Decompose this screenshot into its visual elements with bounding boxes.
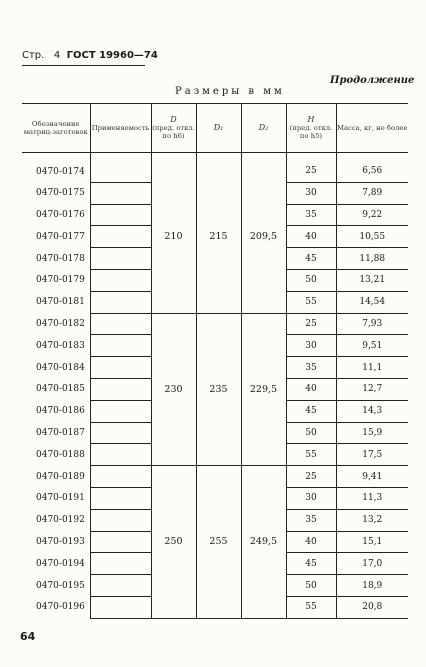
applicability-cell (90, 204, 151, 226)
applicability-cell (90, 553, 151, 575)
col-D-note: (пред. откл. по h6) (152, 124, 195, 140)
H-value: 40 (286, 378, 336, 400)
mass-value: 11,3 (336, 487, 408, 509)
H-value: 35 (286, 204, 336, 226)
H-value: 35 (286, 509, 336, 531)
applicability-cell (90, 575, 151, 597)
applicability-cell (90, 161, 151, 182)
mass-value: 17,0 (336, 553, 408, 575)
designation-cell: 0470-0192 (36, 515, 85, 526)
designation-cell: 0470-0175 (36, 188, 85, 199)
mass-value: 18,9 (336, 575, 408, 597)
designation-cell: 0470-0187 (36, 427, 85, 438)
H-value: 25 (286, 466, 336, 488)
H-value: 30 (286, 487, 336, 509)
table-header-row (22, 104, 408, 153)
designation-cell: 0470-0189 (36, 471, 85, 482)
col-H-symbol: H (307, 115, 315, 124)
H-value: 50 (286, 575, 336, 597)
mass-value: 7,89 (336, 182, 408, 204)
H-value: 45 (286, 400, 336, 422)
designation-cell: 0470-0194 (36, 558, 85, 569)
applicability-cell (90, 466, 151, 488)
mass-value: 12,7 (336, 378, 408, 400)
mass-value: 13,2 (336, 509, 408, 531)
mass-value: 10,55 (336, 226, 408, 248)
col-D2: D₂ (241, 104, 286, 153)
col-H (286, 104, 336, 153)
D1-value: 255 (196, 466, 241, 619)
designation-cell: 0470-0178 (36, 253, 85, 264)
designation-cell: 0470-0193 (36, 536, 85, 547)
applicability-cell (90, 248, 151, 270)
H-value: 45 (286, 553, 336, 575)
applicability-cell (90, 444, 151, 466)
mass-value: 14,3 (336, 400, 408, 422)
H-value: 25 (286, 313, 336, 335)
mass-value: 9,51 (336, 335, 408, 357)
H-value: 55 (286, 596, 336, 618)
D1-value: 235 (196, 313, 241, 466)
designation-cell: 0470-0179 (36, 275, 85, 286)
D-value: 230 (151, 313, 196, 466)
H-value: 50 (286, 269, 336, 291)
designation-cell: 0470-0182 (36, 318, 85, 329)
applicability-cell (90, 182, 151, 204)
D2-value: 209,5 (241, 161, 286, 313)
mass-value: 9,41 (336, 466, 408, 488)
designation-cell: 0470-0186 (36, 406, 85, 417)
H-value: 35 (286, 357, 336, 379)
mass-value: 15,9 (336, 422, 408, 444)
D2-value: 249,5 (241, 466, 286, 619)
mass-value: 17,5 (336, 444, 408, 466)
page-label: Стр. (22, 50, 45, 61)
designation-cell: 0470-0184 (36, 362, 85, 373)
designation-cell: 0470-0183 (36, 340, 85, 351)
dimensions-table (22, 103, 408, 619)
applicability-cell (90, 291, 151, 313)
page-number: 64 (20, 630, 36, 643)
H-value: 45 (286, 248, 336, 270)
designation-cell: 0470-0195 (36, 580, 85, 591)
col-mass: Масса, кг, не более (336, 104, 408, 153)
D-value: 250 (151, 466, 196, 619)
applicability-cell (90, 335, 151, 357)
H-value: 55 (286, 291, 336, 313)
mass-value: 6,56 (336, 161, 408, 182)
H-value: 30 (286, 335, 336, 357)
applicability-cell (90, 596, 151, 618)
table-body (22, 161, 408, 618)
mass-value: 9,22 (336, 204, 408, 226)
applicability-cell (90, 487, 151, 509)
header-gap (22, 153, 408, 162)
col-D1: D₁ (196, 104, 241, 153)
header-rule (22, 65, 145, 66)
col-H-note: (пред. откл. по h5) (289, 124, 333, 140)
applicability-cell (90, 313, 151, 335)
D1-value: 215 (196, 161, 241, 313)
col-D (151, 104, 196, 153)
applicability-cell (90, 509, 151, 531)
designation-cell: 0470-0185 (36, 384, 85, 395)
designation-cell: 0470-0196 (36, 602, 85, 613)
mass-value: 15,1 (336, 531, 408, 553)
designation-cell: 0470-0177 (36, 231, 85, 242)
mass-value: 14,54 (336, 291, 408, 313)
D2-value: 229,5 (241, 313, 286, 466)
table-row (22, 161, 408, 182)
mass-value: 11,1 (336, 357, 408, 379)
col-designation: Обозначение матриц-заготовок (22, 104, 90, 153)
H-value: 55 (286, 444, 336, 466)
applicability-cell (90, 400, 151, 422)
applicability-cell (90, 378, 151, 400)
D-value: 210 (151, 161, 196, 313)
col-applicability: Применяемость (90, 104, 151, 153)
designation-cell: 0470-0191 (36, 493, 85, 504)
designation-cell: 0470-0181 (36, 297, 85, 308)
applicability-cell (90, 531, 151, 553)
designation-cell: 0470-0176 (36, 209, 85, 220)
mass-value: 20,8 (336, 596, 408, 618)
table-row (22, 466, 408, 488)
page-no: 4 (53, 50, 61, 61)
applicability-cell (90, 269, 151, 291)
mass-value: 7,93 (336, 313, 408, 335)
page-header (22, 50, 158, 61)
col-D-symbol: D (170, 115, 177, 124)
designation-cell: 0470-0174 (36, 166, 85, 177)
H-value: 25 (286, 161, 336, 182)
standard-title: ГОСТ 19960—74 (66, 50, 158, 61)
mass-value: 11,88 (336, 248, 408, 270)
designation-cell: 0470-0188 (36, 449, 85, 460)
H-value: 50 (286, 422, 336, 444)
continuation-label: Продолжение (330, 75, 415, 86)
H-value: 40 (286, 226, 336, 248)
H-value: 40 (286, 531, 336, 553)
applicability-cell (90, 422, 151, 444)
table-caption: Размеры в мм (175, 86, 285, 97)
mass-value: 13,21 (336, 269, 408, 291)
H-value: 30 (286, 182, 336, 204)
applicability-cell (90, 357, 151, 379)
applicability-cell (90, 226, 151, 248)
table-row (22, 313, 408, 335)
